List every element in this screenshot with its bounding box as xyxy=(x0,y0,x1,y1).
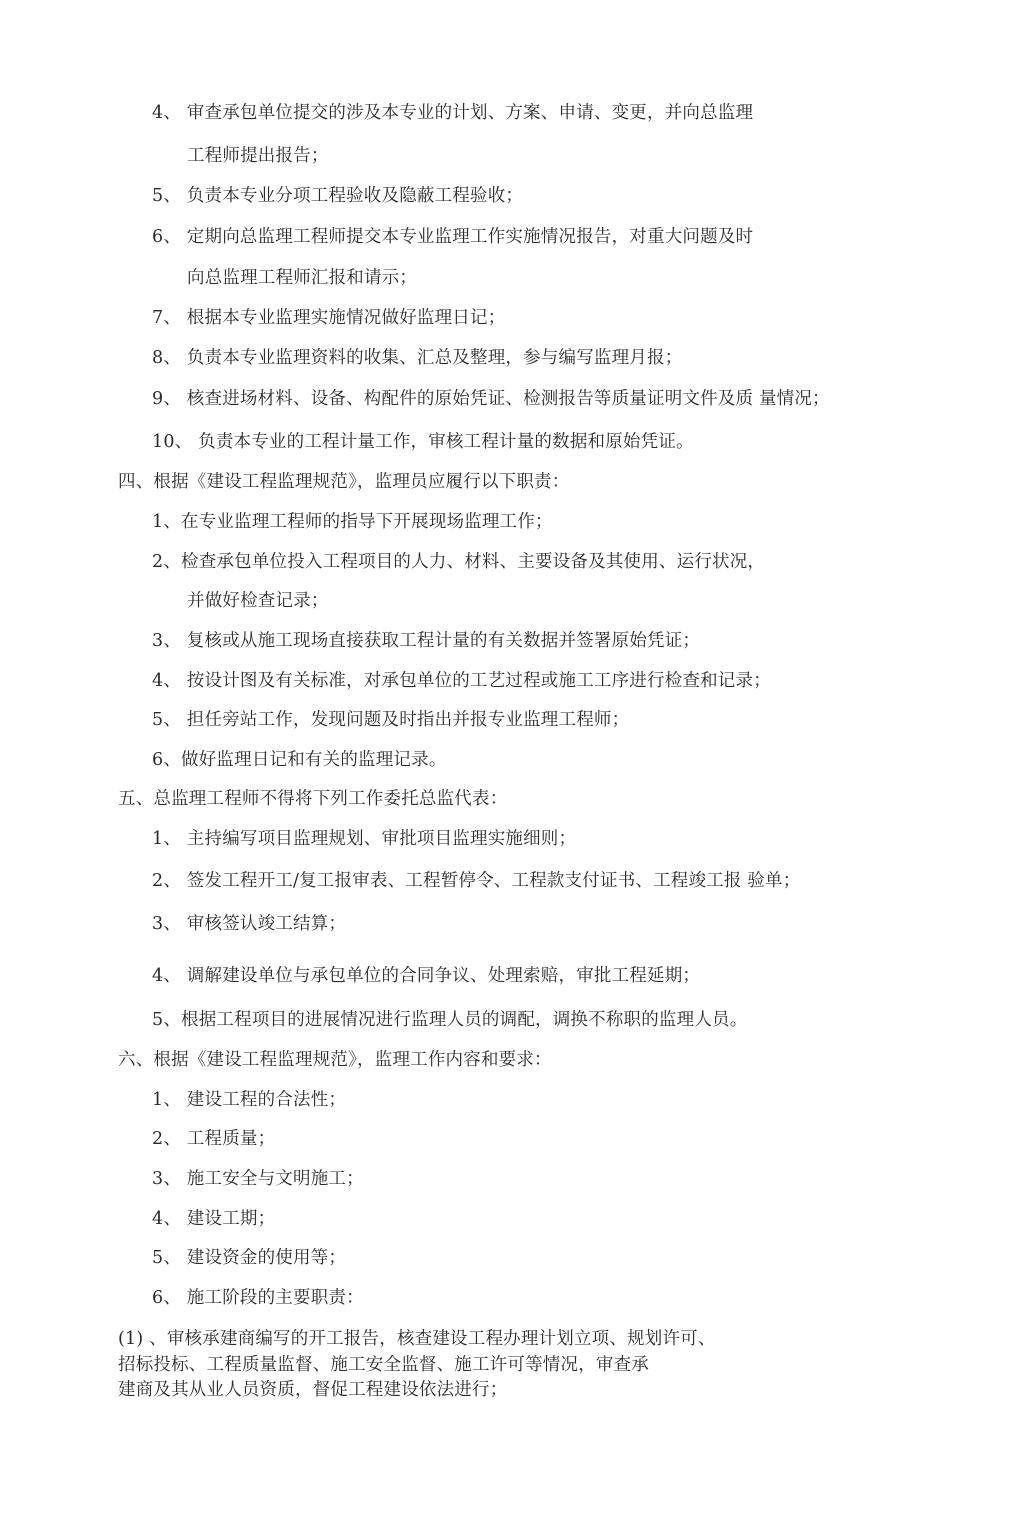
item-6-continuation: 向总监理工程师汇报和请示； xyxy=(187,268,418,288)
item-8-records: 8、 负责本专业监理资料的收集、汇总及整理，参与编写监理月报； xyxy=(152,348,683,368)
section-6-item-6: 6、 施工阶段的主要职责： xyxy=(152,1288,364,1308)
item-6-report: 6、 定期向总监理工程师提交本专业监理工作实施情况报告，对重大问题及时 xyxy=(152,227,754,247)
section-5-heading: 五、总监理工程师不得将下列工作委托总监代表： xyxy=(118,789,508,809)
item-7-diary: 7、 根据本专业监理实施情况做好监理日记； xyxy=(152,308,506,328)
section-5-item-1: 1、 主持编写项目监理规划、审批项目监理实施细则； xyxy=(152,829,577,849)
section-4-heading: 四、根据《建设工程监理规范》，监理员应履行以下职责： xyxy=(118,472,570,492)
section-4-item-3: 3、 复核或从施工现场直接获取工程计量的有关数据并签署原始凭证； xyxy=(152,631,701,651)
section-5-item-5: 5、根据工程项目的进展情况进行监理人员的调配，调换不称职的监理人员。 xyxy=(152,1010,748,1030)
section-4-item-5: 5、 担任旁站工作，发现问题及时指出并报专业监理工程师； xyxy=(152,710,630,730)
section-6-item-2: 2、 工程质量； xyxy=(152,1129,276,1149)
section-6-item-5: 5、 建设资金的使用等； xyxy=(152,1248,347,1268)
subitem-1-line-2: 招标投标、工程质量监督、施工安全监督、施工许可等情况，审查承 xyxy=(118,1355,649,1375)
item-4-continuation: 工程师提出报告； xyxy=(187,146,329,166)
section-4-item-4: 4、 按设计图及有关标准，对承包单位的工艺过程或施工工序进行检查和记录； xyxy=(152,671,771,691)
section-4-item-2: 2、检查承包单位投入工程项目的人力、材料、主要设备及其使用、运行状况， xyxy=(152,552,766,572)
subitem-1-line-3: 建商及其从业人员资质，督促工程建设依法进行； xyxy=(118,1380,508,1400)
section-4-item-2-continuation: 并做好检查记录； xyxy=(187,591,329,611)
section-6-item-4: 4、 建设工期； xyxy=(152,1209,276,1229)
section-5-item-3: 3、 审核签认竣工结算； xyxy=(152,914,347,934)
item-10-metering: 10、 负责本专业的工程计量工作，审核工程计量的数据和原始凭证。 xyxy=(152,432,694,452)
section-5-item-4: 4、 调解建设单位与承包单位的合同争议、处理索赔，审批工程延期； xyxy=(152,966,701,986)
section-6-item-3: 3、 施工安全与文明施工； xyxy=(152,1169,364,1189)
item-9-materials: 9、 核查进场材料、设备、构配件的原始凭证、检测报告等质量证明文件及质 量情况； xyxy=(152,389,830,409)
section-4-item-6: 6、做好监理日记和有关的监理记录。 xyxy=(152,750,447,770)
subitem-1-line-1: (1) 、审核承建商编写的开工报告，核查建设工程办理计划立项、规划许可、 xyxy=(118,1329,716,1349)
section-4-item-1: 1、在专业监理工程师的指导下开展现场监理工作； xyxy=(152,512,553,532)
section-6-item-1: 1、 建设工程的合法性； xyxy=(152,1090,347,1110)
section-5-item-2: 2、 签发工程开工/复工报审表、工程暂停令、工程款支付证书、工程竣工报 验单； xyxy=(152,871,801,891)
section-6-heading: 六、根据《建设工程监理规范》，监理工作内容和要求： xyxy=(118,1050,552,1070)
item-4-review-plans: 4、 审查承包单位提交的涉及本专业的计划、方案、申请、变更，并向总监理 xyxy=(152,103,754,123)
item-5-acceptance: 5、 负责本专业分项工程验收及隐蔽工程验收； xyxy=(152,186,524,206)
